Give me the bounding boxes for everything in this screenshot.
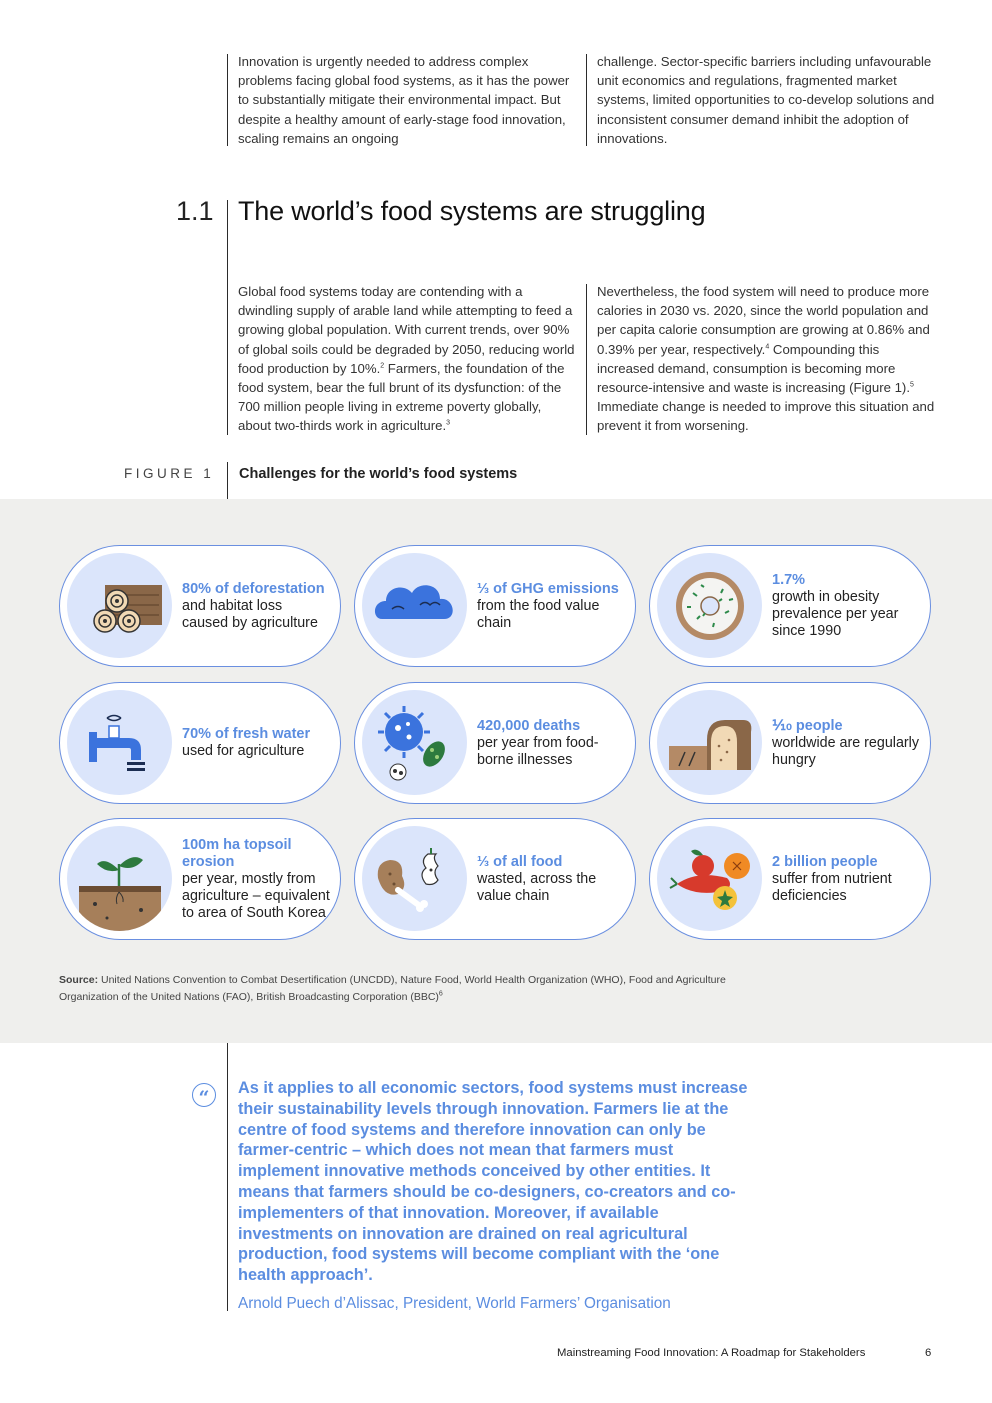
stat-description: from the food value chain bbox=[477, 597, 600, 631]
stat-description: worldwide are regularly hungry bbox=[772, 734, 920, 768]
stat-description: per year from food-borne illnesses bbox=[477, 734, 599, 768]
stat-description: suffer from nutrient deficiencies bbox=[772, 870, 892, 904]
figure-title: Challenges for the world’s food systems bbox=[239, 466, 518, 482]
cloud-icon bbox=[362, 553, 467, 658]
stat-card-fresh-water bbox=[59, 682, 341, 804]
footnote-ref: 5 bbox=[909, 381, 914, 389]
stat-card-topsoil-erosion bbox=[59, 818, 341, 940]
section-column-2: Nevertheless, the food system will need to produce more calories in 2030 vs. 2020, since the world population and per capita calorie consumption are growing at 0.86% and 0.39% per year, respectively.$^4$ Compounding this increased demand, consumption is becoming more resource-intensive and waste is increasing (Figure 1).$^5$ Immediate change is needed to improve this situation and prevent it from worsening. bbox=[597, 284, 935, 434]
section-column-1: Global food systems today are contending with a dwindling supply of arable land while attempting to feed a growing global population. With current trends, over 90% of global soils could be degraded by 2050, reducing world food production by 10%.$^2$ Farmers, the foundation of the food system, bear the full brunt of its dysfunction: of the 700 million people living in extreme poverty globally, about two-thirds work in agriculture.$^3$ bbox=[238, 284, 575, 434]
footnote-ref: 4 bbox=[765, 343, 770, 351]
figure-label: FIGURE 1 bbox=[124, 466, 215, 481]
stat-value: ⅓ of GHG emissions bbox=[477, 580, 619, 597]
stat-value: ⅓ of all food bbox=[477, 853, 563, 870]
intro-column-1: Innovation is urgently needed to address complex problems facing global food systems, as it has the power to substantially mitigate their environmental impact. But despite a healthy amount of early-stage food innovation, scaling remains an ongoing bbox=[238, 54, 570, 146]
intro-divider-right bbox=[586, 54, 587, 146]
page-number: 6 bbox=[925, 1347, 932, 1359]
footnote-ref: 2 bbox=[380, 362, 385, 370]
figure-divider bbox=[227, 462, 228, 499]
stat-description: and habitat loss caused by agriculture bbox=[182, 597, 318, 631]
intro-column-2: challenge. Sector-specific barriers including unfavourable unit economics and regulations, fragmented market systems, limited opportunities to co-develop solutions and inconsistent consumer demand inhibit the adoption of innovations. bbox=[597, 54, 935, 146]
footnote-ref: 6 bbox=[438, 990, 443, 997]
germs-icon bbox=[362, 690, 467, 795]
stat-description: wasted, across the value chain bbox=[477, 870, 597, 904]
stat-value: ⅒ people bbox=[772, 717, 843, 734]
food-waste-icon bbox=[362, 826, 467, 931]
stat-description: used for agriculture bbox=[182, 743, 305, 759]
section-number: 1.1 bbox=[176, 196, 214, 226]
stat-description: per year, mostly from agriculture – equivalent to area of South Korea bbox=[182, 870, 330, 921]
footnote-ref: 3 bbox=[446, 420, 451, 428]
stat-description: growth in obesity prevalence per year since 1990 bbox=[772, 589, 899, 639]
section-divider bbox=[227, 200, 228, 435]
stat-card-ghg-emissions bbox=[354, 545, 636, 667]
quote-attribution: Arnold Puech d’Alissac, President, World Farmers’ Organisation bbox=[238, 1295, 671, 1312]
stat-value: 1.7% bbox=[772, 572, 806, 588]
stat-card-foodborne-deaths bbox=[354, 682, 636, 804]
stat-card-hunger bbox=[649, 682, 931, 804]
stat-card-deforestation bbox=[59, 545, 341, 667]
figure-panel bbox=[0, 499, 992, 1043]
quote-divider bbox=[227, 1043, 228, 1311]
logs-icon bbox=[67, 553, 172, 658]
stat-card-obesity bbox=[649, 545, 931, 667]
figure-source: Source: United Nations Convention to Combat Desertification (UNCDD), Nature Food, World Health Organization (WHO), Food and Agriculture Organization of the United Nations (FAO), British Broadcasting Corporation (BBC)$^6$ bbox=[59, 974, 726, 1003]
stat-card-nutrient-deficiencies bbox=[649, 818, 931, 940]
section-column-divider bbox=[586, 284, 587, 435]
water-tap-icon bbox=[67, 690, 172, 795]
stat-card-food-waste bbox=[354, 818, 636, 940]
footer-document-title: Mainstreaming Food Innovation: A Roadmap for Stakeholders bbox=[557, 1347, 866, 1359]
donut-icon bbox=[657, 553, 762, 658]
stat-value: 70% of fresh water bbox=[182, 726, 311, 742]
intro-divider-left bbox=[227, 54, 228, 146]
stat-value: 2 billion people bbox=[772, 853, 878, 870]
quote-text: As it applies to all economic sectors, food systems must increase their sustainability levels through innovation. Farmers lie at the centre of food systems and therefore innovation can only be farmer-centric – which does not mean that farmers must implement innovative methods conceived by other entities. It means that farmers should be co-designers, co-creators and co-implementers of that innovation. Moreover, if available investments on innovation are drained on real agricultural production, food systems will become compliant with the ‘one health approach’. bbox=[238, 1079, 748, 1285]
bread-icon bbox=[657, 690, 762, 795]
stat-value: 420,000 deaths bbox=[477, 717, 581, 734]
stat-value: 100m ha topsoil erosion bbox=[182, 836, 292, 870]
vegetables-icon bbox=[657, 826, 762, 931]
quote-icon: “ bbox=[192, 1083, 216, 1107]
soil-sprout-icon bbox=[67, 826, 172, 931]
stat-value: 80% of deforestation bbox=[182, 580, 325, 597]
section-title: The world’s food systems are struggling bbox=[238, 196, 706, 226]
